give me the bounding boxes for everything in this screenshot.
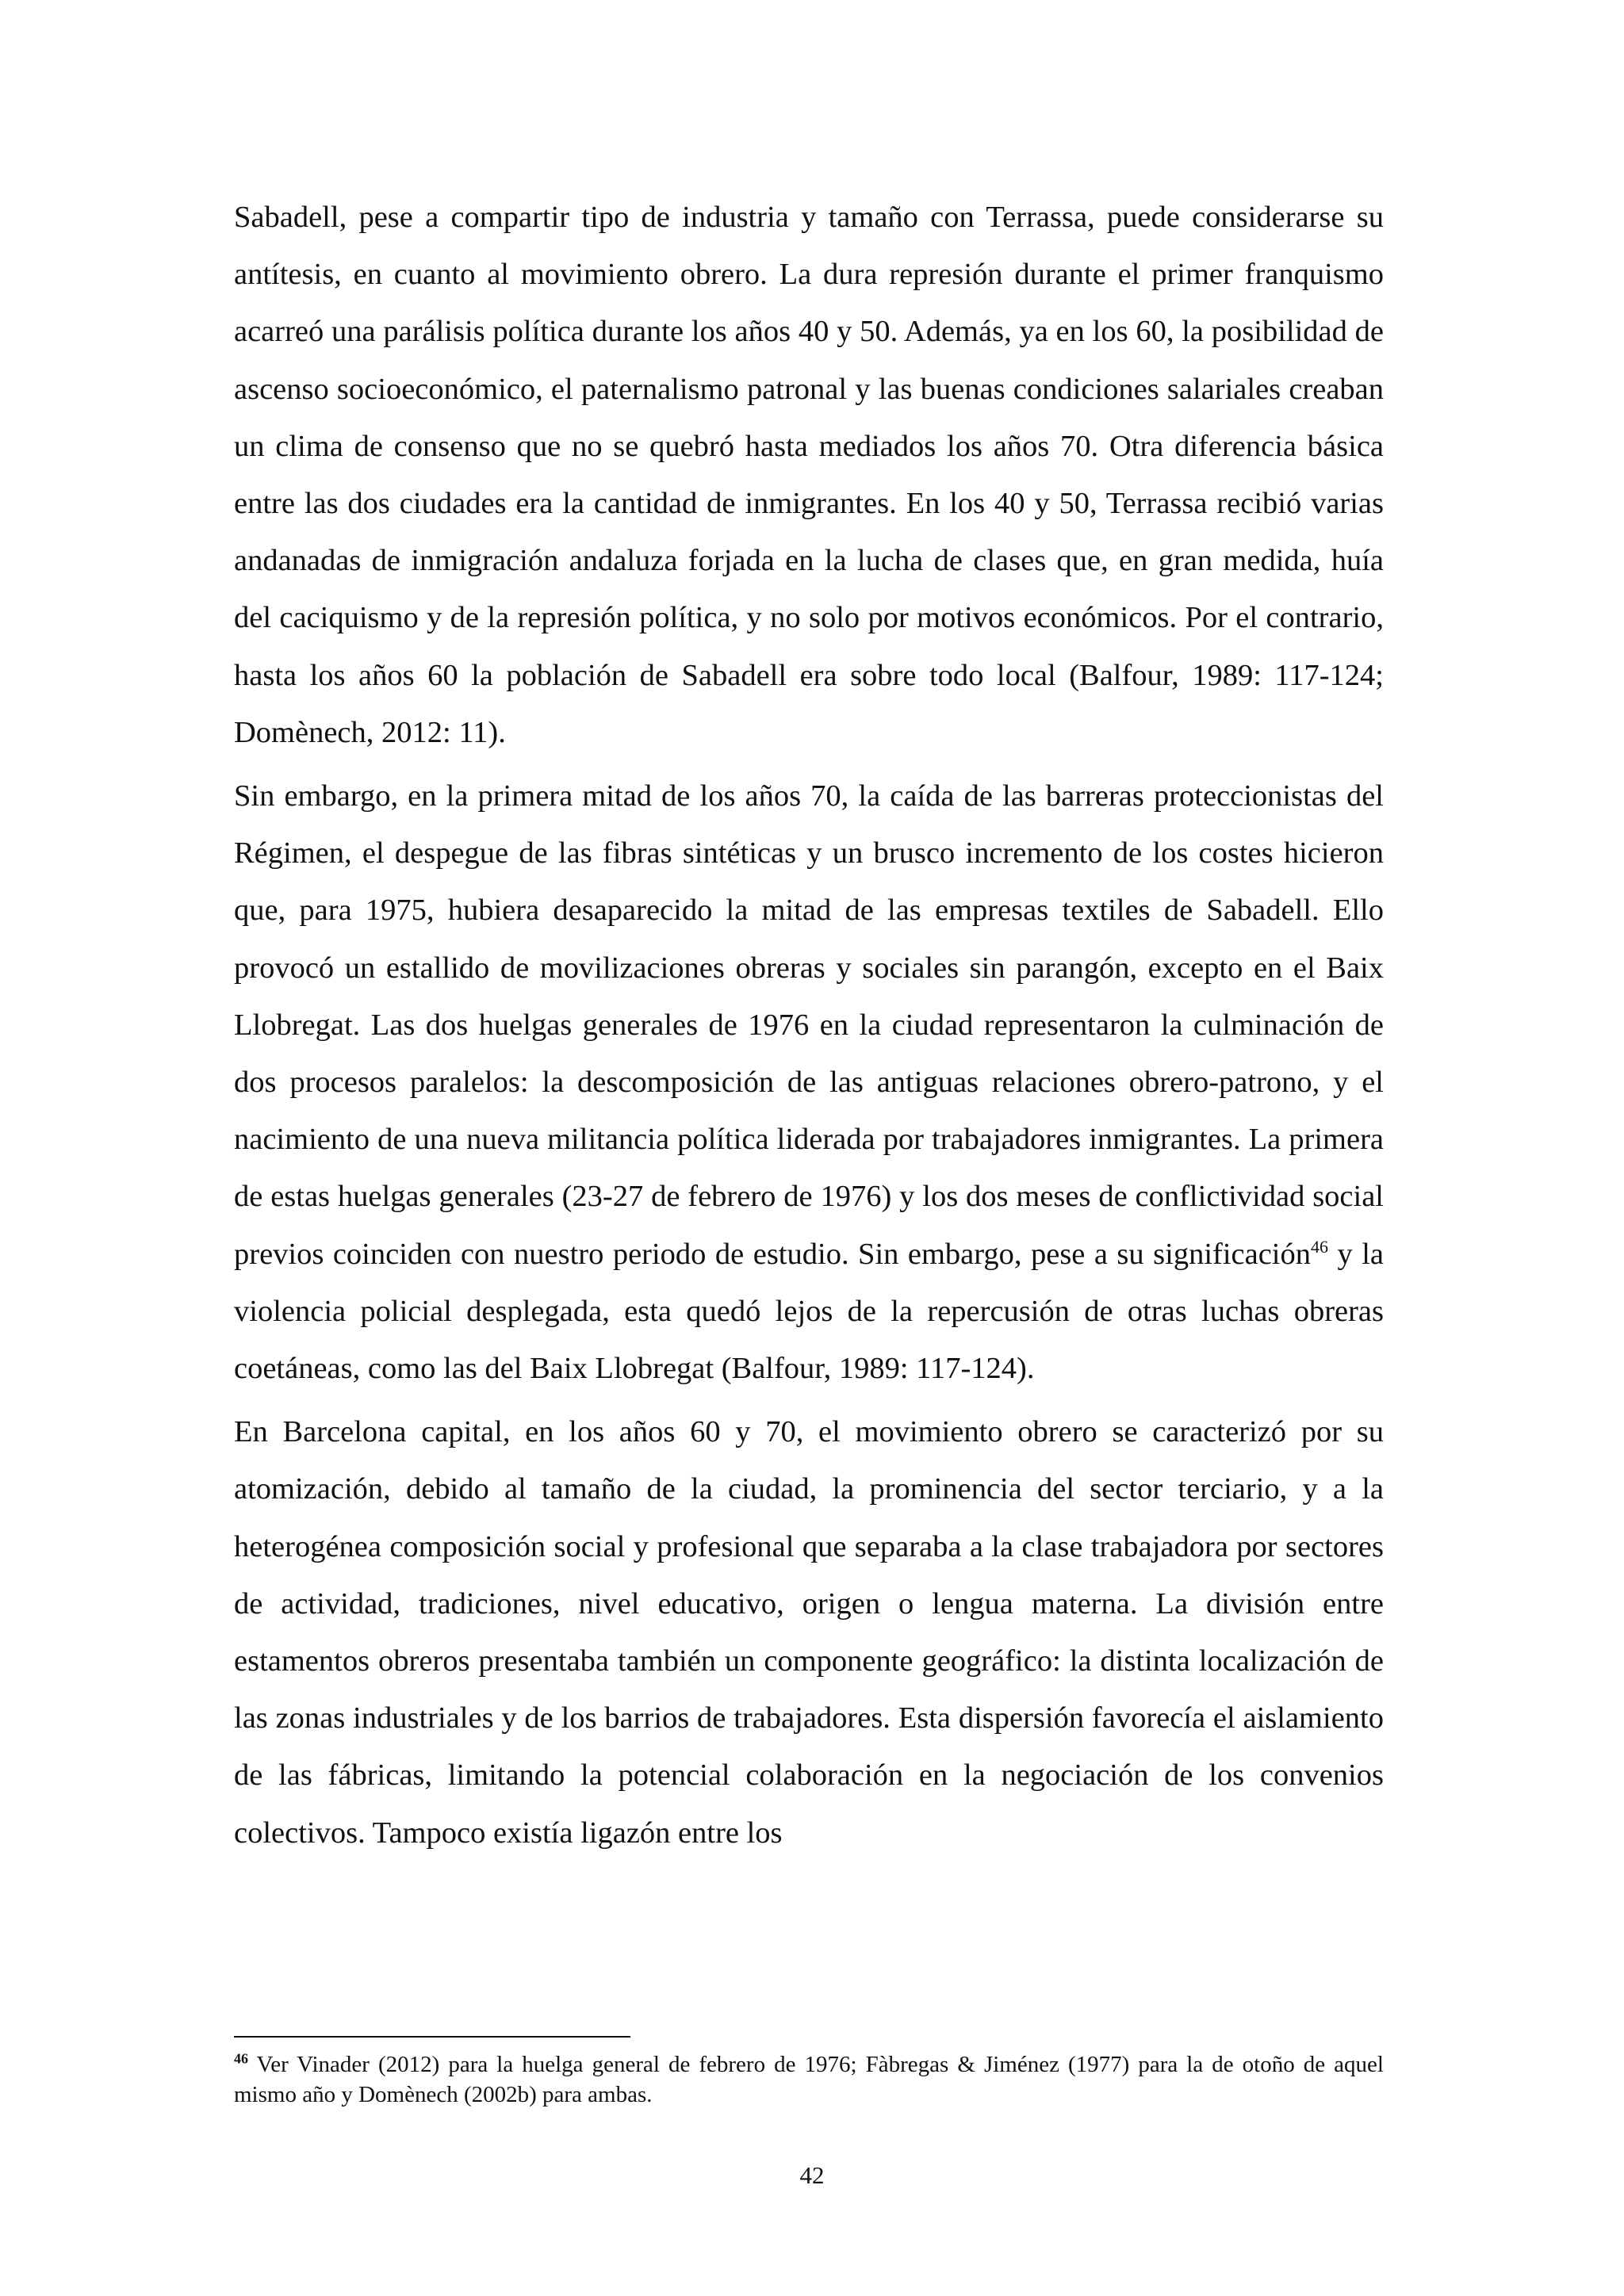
paragraph-sabadell — [234, 189, 1384, 761]
paragraph-text: En Barcelona capital, en los años 60 y 70, el movimiento obrero se caracterizó por su atomización, debido al tamaño de la ciudad, la prominencia del sector terciario, y a la heterogénea composición social y profesional que separaba a la clase trabajadora por sectores de actividad, tradiciones, nivel educativo, origen o lengua materna. La división entre estamentos obreros presentaba también un componente geográfico: la distinta localización de las zonas industriales y de los barrios de trabajadores. Esta dispersión favorecía el aislamiento de las fábricas, limitando la potencial colaboración en la negociación de los convenios colectivos. Tampoco existía ligazón entre los — [234, 1415, 1384, 1850]
page-number: 42 — [799, 2161, 825, 2189]
paragraph-text: Sin embargo, en la primera mitad de los años 70, la caída de las barreras proteccionistas del Régimen, el despegue de las fibras sintéticas y un brusco incremento de los costes hicieron que, para 1975, hubiera desaparecido la mitad de las empresas textiles de Sabadell. Ello provocó un estallido de movilizaciones obreras y sociales sin parangón, excepto en el Baix Llobregat. Las dos huelgas generales de 1976 en la ciudad representaron la culminación de dos procesos paralelos: la descomposición de las antiguas relaciones obrero-patrono, y el nacimiento de una nueva militancia política liderada por trabajadores inmigrantes. La primera de estas huelgas generales (23-27 de febrero de 1976) y los dos meses de conflictividad social previos coinciden con nuestro periodo de estudio. Sin embargo, pese a su significación — [234, 779, 1384, 1271]
footnote-reference[interactable]: 46 — [1311, 1236, 1328, 1257]
footnote-text: Ver Vinader (2012) para la huelga general de febrero de 1976; Fàbregas & Jiménez (1977) para la de otoño de aquel mismo año y Domènech (2002b) para ambas. — [234, 2052, 1384, 2107]
paragraph-barcelona — [234, 1403, 1384, 1862]
footnote-46 — [234, 2049, 1384, 2110]
paragraph-text: Sabadell, pese a compartir tipo de industria y tamaño con Terrassa, puede considerarse su antítesis, en cuanto al movimiento obrero. La dura represión durante el primer franquismo acarreó una parálisis política durante los años 40 y 50. Además, ya en los 60, la posibilidad de ascenso socioeconómico, el paternalismo patronal y las buenas condiciones salariales creaban un clima de consenso que no se quebró hasta mediados los años 70. Otra diferencia básica entre las dos ciudades era la cantidad de inmigrantes. En los 40 y 50, Terrassa recibió varias andanadas de inmigración andaluza forjada en la lucha de clases que, en gran medida, huía del caciquismo y de la represión política, y no solo por motivos económicos. Por el contrario, hasta los años 60 la población de Sabadell era sobre todo local (Balfour, 1989: 117-124; Domènech, 2012: 11). — [234, 201, 1384, 749]
paragraph-text: y la violencia policial desplegada, esta quedó lejos de la repercusión de otras luchas obreras coetáneas, como las del Baix Llobregat (Balfour, 1989: 117-124). — [234, 1237, 1384, 1386]
body-text — [234, 189, 1384, 1868]
footnote-number: 46 — [234, 2050, 248, 2067]
paragraph-sin-embargo — [234, 767, 1384, 1397]
footnote-separator — [234, 2036, 630, 2038]
